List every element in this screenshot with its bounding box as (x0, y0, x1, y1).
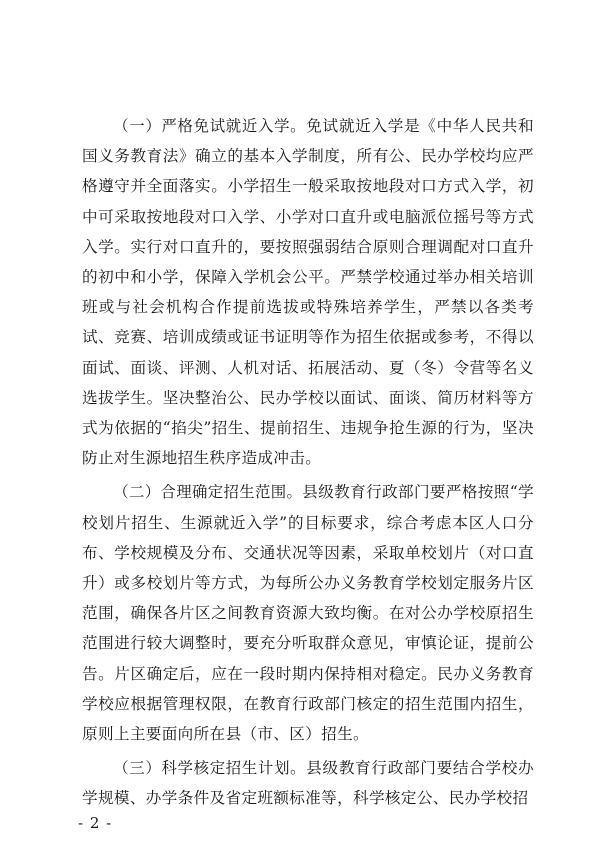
section-heading: （二）合理确定招生范围。 (113, 483, 303, 502)
document-body (82, 111, 534, 814)
paragraph-enrollment-plan (82, 753, 534, 813)
section-heading: （一）严格免试就近入学。 (113, 117, 307, 135)
paragraph-text: 县级教育行政部门要严格按照“学校划片招生、生源就近入学”的目标要求，综合考虑本区人口分布、学校规模及分布、交通状况等因素，采取单校划片（对口直升）或多校划片等方式，为每所公办义务教育学校划定服务片区范围，确保各片区之间教育资源大致均衡。在对公办学校原招生范围进行较大调整时，要充分听取群众意见，审慎论证，提前公告。片区确定后，应在一段时期内保持相对稳定。民办义务教育学校应根据管理权限，在教育行政部门核定的招生范围内招生，原则上主要面向所在县（市、区）招生。 (82, 483, 534, 744)
paragraph-strict-exam-free-admission (82, 111, 534, 473)
paragraph-text: 免试就近入学是《中华人民共和国义务教育法》确立的基本入学制度，所有公、民办学校均应严格遵守并全面落实。小学招生一般采取按地段对口方式入学，初中可采取按地段对口入学、小学对口直升或电脑派位摇号等方式入学。实行对口直升的，要按照强弱结合原则合理调配对口直升的初中和小学，保障入学机会公平。严禁学校通过举办相关培训班或与社会机构合作提前选拔或特殊培养学生，严禁以各类考试、竞赛、培训成绩或证书证明等作为招生依据或参考，不得以面试、面谈、评测、人机对话、拓展活动、夏（冬）令营等名义选拔学生。坚决整治公、民办学校以面试、面谈、简历材料等方式为依据的“掐尖”招生、提前招生、违规争抢生源的行为，坚决防止对生源地招生秩序造成冲击。 (82, 117, 535, 468)
paragraph-admission-scope (82, 477, 534, 749)
paragraph-text: 县级教育行政部门要结合学校办学规模、办学条件及省定班额标准等，科学核定公、民办学校招 (82, 759, 535, 808)
page-number: - 2 - (78, 814, 113, 832)
section-heading: （三）科学核定招生计划。 (113, 759, 307, 778)
